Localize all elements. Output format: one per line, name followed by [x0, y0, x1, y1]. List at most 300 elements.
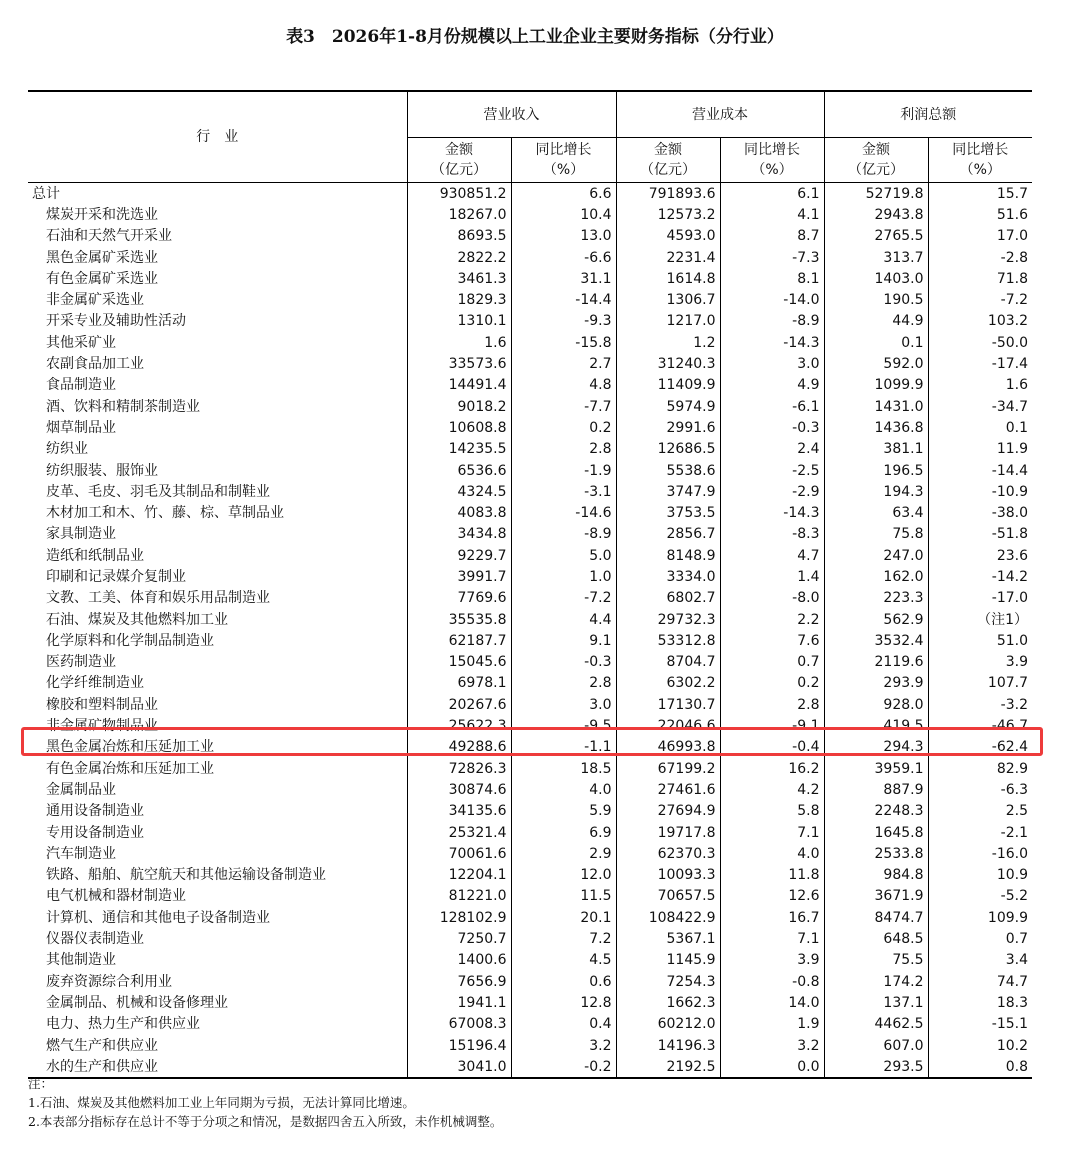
notes	[28, 1074, 502, 1131]
table-cell: 3434.8	[407, 524, 511, 545]
table-cell: -3.2	[928, 694, 1032, 715]
table-cell: 3.0	[720, 353, 824, 374]
table-cell: -7.2	[511, 588, 616, 609]
table-cell: 9018.2	[407, 396, 511, 417]
table-row	[28, 566, 1032, 587]
industry-name: 酒、饮料和精制茶制造业	[46, 398, 200, 415]
table-cell: 0.6	[511, 971, 616, 992]
table-cell: 3.9	[928, 652, 1032, 673]
page-title: 表3 2026年1-8月份规模以上工业企业主要财务指标（分行业）	[286, 27, 784, 47]
table-cell: 930851.2	[407, 183, 511, 205]
table-cell: 51.6	[928, 204, 1032, 225]
industry-name: 其他制造业	[46, 952, 116, 969]
revenue-header: 营业收入	[407, 91, 616, 138]
table-row	[28, 396, 1032, 417]
table-cell: 9.1	[511, 630, 616, 651]
industry-name: 化学纤维制造业	[46, 675, 144, 692]
table-cell: 2.9	[511, 843, 616, 864]
table-row	[28, 801, 1032, 822]
table-cell: 984.8	[824, 865, 928, 886]
table-cell: 27461.6	[616, 779, 720, 800]
table-row	[28, 715, 1032, 736]
table-cell: -15.8	[511, 332, 616, 353]
industry-name: 文教、工美、体育和娱乐用品制造业	[46, 590, 270, 607]
table-cell: 15045.6	[407, 652, 511, 673]
table-cell: -14.6	[511, 502, 616, 523]
table-cell: 34135.6	[407, 801, 511, 822]
table-cell: 0.0	[720, 1056, 824, 1078]
table-cell: -62.4	[928, 737, 1032, 758]
table-row	[28, 247, 1032, 268]
table-cell: 7254.3	[616, 971, 720, 992]
industry-name: 化学原料和化学制品制造业	[46, 632, 214, 649]
table-row	[28, 353, 1032, 374]
industry-name: 煤炭开采和洗选业	[46, 206, 158, 223]
table-cell: 1829.3	[407, 289, 511, 310]
industry-name: 废弃资源综合利用业	[46, 973, 172, 990]
table-cell: 18.5	[511, 758, 616, 779]
industry-name: 烟草制品业	[46, 419, 116, 436]
table-row	[28, 502, 1032, 523]
table-cell: 791893.6	[616, 183, 720, 205]
table-cell: 174.2	[824, 971, 928, 992]
table-cell: -16.0	[928, 843, 1032, 864]
table-cell: 128102.9	[407, 907, 511, 928]
industry-name: 汽车制造业	[46, 845, 116, 862]
table-cell: 293.9	[824, 673, 928, 694]
table-cell: 30874.6	[407, 779, 511, 800]
table-cell: 4.2	[720, 779, 824, 800]
growth-header-label: 同比增长	[744, 142, 800, 158]
table-cell: -8.0	[720, 588, 824, 609]
table-cell: 25321.4	[407, 822, 511, 843]
table-cell: 0.7	[928, 928, 1032, 949]
table-cell: 3747.9	[616, 481, 720, 502]
table-cell: 3.2	[511, 1035, 616, 1056]
table-cell: -46.7	[928, 715, 1032, 736]
amount-header-label: 金额	[654, 142, 682, 158]
table-cell: 2.2	[720, 609, 824, 630]
table-cell: 2533.8	[824, 843, 928, 864]
table-cell: -17.4	[928, 353, 1032, 374]
table-cell: 82.9	[928, 758, 1032, 779]
table-cell: 15196.4	[407, 1035, 511, 1056]
table-cell: 4.0	[511, 779, 616, 800]
table-cell: 13.0	[511, 226, 616, 247]
industry-name: 皮革、毛皮、羽毛及其制品和制鞋业	[46, 483, 270, 500]
table-cell: 2.5	[928, 801, 1032, 822]
table-cell: 4.4	[511, 609, 616, 630]
table-cell: 194.3	[824, 481, 928, 502]
table-cell: 8704.7	[616, 652, 720, 673]
table-cell: 196.5	[824, 460, 928, 481]
table-row	[28, 268, 1032, 289]
table-cell: 11.5	[511, 886, 616, 907]
industry-name: 石油和天然气开采业	[46, 228, 172, 245]
table-cell: 6536.6	[407, 460, 511, 481]
table-cell: 293.5	[824, 1056, 928, 1078]
table-cell: 6.6	[511, 183, 616, 205]
table-cell: 1.6	[407, 332, 511, 353]
table-cell: 2231.4	[616, 247, 720, 268]
table-cell: 137.1	[824, 992, 928, 1013]
table-cell: 4462.5	[824, 1014, 928, 1035]
table-cell: -2.8	[928, 247, 1032, 268]
table-cell: 1400.6	[407, 950, 511, 971]
industry-name: 橡胶和塑料制品业	[46, 696, 158, 713]
table-cell: 8693.5	[407, 226, 511, 247]
table-row	[28, 460, 1032, 481]
note-1: 1.石油、煤炭及其他燃料加工业上年同期为亏损，无法计算同比增速。	[28, 1095, 415, 1110]
amount-header	[824, 138, 928, 183]
growth-header	[720, 138, 824, 183]
table-cell: 190.5	[824, 289, 928, 310]
table-cell: 1941.1	[407, 992, 511, 1013]
table-cell: 2192.5	[616, 1056, 720, 1078]
amount-header-label: 金额	[445, 142, 473, 158]
table-cell: 63.4	[824, 502, 928, 523]
table-cell: 4.1	[720, 204, 824, 225]
table-cell: 10608.8	[407, 417, 511, 438]
table-cell: 928.0	[824, 694, 928, 715]
industry-name: 计算机、通信和其他电子设备制造业	[46, 909, 270, 926]
table-cell: 3334.0	[616, 566, 720, 587]
amount-header	[616, 138, 720, 183]
table-row	[28, 779, 1032, 800]
table-cell: 2765.5	[824, 226, 928, 247]
table-cell: -34.7	[928, 396, 1032, 417]
table-row	[28, 609, 1032, 630]
table-cell: 4593.0	[616, 226, 720, 247]
table-cell: -14.0	[720, 289, 824, 310]
industry-name: 仪器仪表制造业	[46, 931, 144, 948]
table-cell: -17.0	[928, 588, 1032, 609]
table-cell: 10.2	[928, 1035, 1032, 1056]
table-cell: 8.7	[720, 226, 824, 247]
table-cell: 3671.9	[824, 886, 928, 907]
table-cell: 5974.9	[616, 396, 720, 417]
table-cell: -5.2	[928, 886, 1032, 907]
table-cell: 29732.3	[616, 609, 720, 630]
table-cell: 33573.6	[407, 353, 511, 374]
table-cell: 53312.8	[616, 630, 720, 651]
table-cell: 2.7	[511, 353, 616, 374]
table-cell: 3991.7	[407, 566, 511, 587]
table-cell: 7656.9	[407, 971, 511, 992]
table-cell: 20.1	[511, 907, 616, 928]
table-cell: 592.0	[824, 353, 928, 374]
table-cell: -0.8	[720, 971, 824, 992]
table-cell: 5538.6	[616, 460, 720, 481]
table-cell: 6.9	[511, 822, 616, 843]
table-cell: -14.2	[928, 566, 1032, 587]
table-cell: 12204.1	[407, 865, 511, 886]
table-cell: 419.5	[824, 715, 928, 736]
table-cell: 52719.8	[824, 183, 928, 205]
table-row	[28, 843, 1032, 864]
table-row	[28, 332, 1032, 353]
table-row	[28, 673, 1032, 694]
table-cell: 31240.3	[616, 353, 720, 374]
table-cell: 11409.9	[616, 375, 720, 396]
table-cell: 25622.3	[407, 715, 511, 736]
table-cell: -38.0	[928, 502, 1032, 523]
table-cell: -8.9	[720, 311, 824, 332]
industry-name: 电力、热力生产和供应业	[46, 1016, 200, 1033]
industry-name: 有色金属矿采选业	[46, 270, 158, 287]
table-cell: 19717.8	[616, 822, 720, 843]
table-row	[28, 971, 1032, 992]
table-cell: 12686.5	[616, 439, 720, 460]
table-cell: 2248.3	[824, 801, 928, 822]
table-cell: 62370.3	[616, 843, 720, 864]
table-row	[28, 226, 1032, 247]
table-cell: 3959.1	[824, 758, 928, 779]
table-cell: 5.0	[511, 545, 616, 566]
growth-header	[511, 138, 616, 183]
table-row	[28, 481, 1032, 502]
table-cell: 23.6	[928, 545, 1032, 566]
table-cell: 1306.7	[616, 289, 720, 310]
table-cell: 162.0	[824, 566, 928, 587]
industry-name: 食品制造业	[46, 377, 116, 394]
table-cell: 71.8	[928, 268, 1032, 289]
industry-name: 木材加工和木、竹、藤、棕、草制品业	[46, 505, 284, 522]
table-cell: 7.1	[720, 928, 824, 949]
industry-name: 水的生产和供应业	[28, 1056, 407, 1078]
table-cell: -14.4	[511, 289, 616, 310]
growth-header-unit: （%）	[959, 162, 1001, 178]
industry-name: 非金属矿物制品业	[46, 718, 158, 735]
table-cell: 5.9	[511, 801, 616, 822]
table-cell: 381.1	[824, 439, 928, 460]
table-cell: 1403.0	[824, 268, 928, 289]
industry-name: 铁路、船舶、航空航天和其他运输设备制造业	[46, 867, 326, 884]
table-cell: -7.3	[720, 247, 824, 268]
table-cell: 294.3	[824, 737, 928, 758]
table-row	[28, 630, 1032, 651]
table-cell: 60212.0	[616, 1014, 720, 1035]
table-cell: 10.4	[511, 204, 616, 225]
table-cell: 12.0	[511, 865, 616, 886]
industry-name: 黑色金属矿采选业	[46, 249, 158, 266]
table-cell: 1.6	[928, 375, 1032, 396]
industry-name: 家具制造业	[46, 526, 116, 543]
industry-name: 黑色金属冶炼和压延加工业	[46, 739, 214, 756]
table-cell: 5367.1	[616, 928, 720, 949]
table-cell: -8.9	[511, 524, 616, 545]
table-cell: 8148.9	[616, 545, 720, 566]
table-cell: 70657.5	[616, 886, 720, 907]
table-cell: 74.7	[928, 971, 1032, 992]
table-cell: 0.2	[511, 417, 616, 438]
industry-name: 医药制造业	[46, 654, 116, 671]
table-cell: -0.3	[720, 417, 824, 438]
table-cell: 27694.9	[616, 801, 720, 822]
table-cell: -0.3	[511, 652, 616, 673]
table-row	[28, 737, 1032, 758]
table-cell: 1.2	[616, 332, 720, 353]
table-cell: 4.7	[720, 545, 824, 566]
table-cell: 12.6	[720, 886, 824, 907]
table-row	[28, 289, 1032, 310]
table-cell: 14491.4	[407, 375, 511, 396]
table-cell: 1310.1	[407, 311, 511, 332]
table-cell: 20267.6	[407, 694, 511, 715]
table-cell: 6802.7	[616, 588, 720, 609]
industry-name: 金属制品业	[46, 781, 116, 798]
industry-name: 印刷和记录媒介复制业	[46, 568, 186, 585]
table-cell: 3.2	[720, 1035, 824, 1056]
table-cell: 17.0	[928, 226, 1032, 247]
industry-name: 金属制品、机械和设备修理业	[46, 994, 228, 1011]
table-cell: 2991.6	[616, 417, 720, 438]
table-row	[28, 758, 1032, 779]
table-cell: 35535.8	[407, 609, 511, 630]
table-cell: 16.2	[720, 758, 824, 779]
table-cell: 46993.8	[616, 737, 720, 758]
table-cell: 2856.7	[616, 524, 720, 545]
table-cell: 1099.9	[824, 375, 928, 396]
table-cell: 3532.4	[824, 630, 928, 651]
table-cell: 11.8	[720, 865, 824, 886]
table-cell: -6.6	[511, 247, 616, 268]
table-cell: -7.2	[928, 289, 1032, 310]
table-cell: 16.7	[720, 907, 824, 928]
industry-name: 其他采矿业	[46, 334, 116, 351]
table-cell: 67199.2	[616, 758, 720, 779]
amount-header-label: 金额	[862, 142, 890, 158]
table-cell: 1662.3	[616, 992, 720, 1013]
table-cell: 81221.0	[407, 886, 511, 907]
table-cell: 9229.7	[407, 545, 511, 566]
table-cell: -2.5	[720, 460, 824, 481]
table-cell: 1.9	[720, 1014, 824, 1035]
table-cell: 109.9	[928, 907, 1032, 928]
table-cell: 6302.2	[616, 673, 720, 694]
table-cell: -50.0	[928, 332, 1032, 353]
table-cell: 4.9	[720, 375, 824, 396]
table-cell: 1.4	[720, 566, 824, 587]
table-cell: 7769.6	[407, 588, 511, 609]
table-row	[28, 822, 1032, 843]
table-cell: 70061.6	[407, 843, 511, 864]
table-cell: 1145.9	[616, 950, 720, 971]
table-cell: 44.9	[824, 311, 928, 332]
table-cell: 2.8	[511, 673, 616, 694]
table-row	[28, 183, 1032, 205]
table-cell: 2119.6	[824, 652, 928, 673]
notes-label: 注：	[28, 1076, 54, 1091]
table-cell: 4083.8	[407, 502, 511, 523]
table-row	[28, 311, 1032, 332]
table-cell: 0.7	[720, 652, 824, 673]
table-cell: 14235.5	[407, 439, 511, 460]
industry-name: 造纸和纸制品业	[46, 547, 144, 564]
table-cell: 313.7	[824, 247, 928, 268]
table-cell: 8474.7	[824, 907, 928, 928]
table-cell: 49288.6	[407, 737, 511, 758]
table-cell: -0.2	[511, 1056, 616, 1078]
amount-header-unit: （亿元）	[848, 162, 904, 178]
table-cell: 3461.3	[407, 268, 511, 289]
table-cell: -9.1	[720, 715, 824, 736]
table-row	[28, 1035, 1032, 1056]
table-cell: 2943.8	[824, 204, 928, 225]
amount-header-unit: （亿元）	[431, 162, 487, 178]
table-row	[28, 1014, 1032, 1035]
table-cell: -3.1	[511, 481, 616, 502]
table-row	[28, 417, 1032, 438]
table-row	[28, 204, 1032, 225]
industry-name: 开采专业及辅助性活动	[46, 313, 186, 330]
table-row	[28, 950, 1032, 971]
amount-header	[407, 138, 511, 183]
table-cell: 72826.3	[407, 758, 511, 779]
table-cell: 18267.0	[407, 204, 511, 225]
table-cell: 7.2	[511, 928, 616, 949]
cost-header: 营业成本	[616, 91, 824, 138]
industry-name: 农副食品加工业	[46, 356, 144, 373]
amount-header-unit: （亿元）	[640, 162, 696, 178]
table-row	[28, 694, 1032, 715]
table-cell: 0.1	[928, 417, 1032, 438]
table-cell: 3.9	[720, 950, 824, 971]
table-cell: -14.3	[720, 502, 824, 523]
industry-name: 电气机械和器材制造业	[46, 888, 186, 905]
table-row	[28, 992, 1032, 1013]
table-cell: 3041.0	[407, 1056, 511, 1078]
table-cell: -2.9	[720, 481, 824, 502]
growth-header	[928, 138, 1032, 183]
table-cell: 11.9	[928, 439, 1032, 460]
table-cell: 2.8	[720, 694, 824, 715]
table-cell: 0.4	[511, 1014, 616, 1035]
table-cell: -2.1	[928, 822, 1032, 843]
table-cell: 648.5	[824, 928, 928, 949]
table-cell: 247.0	[824, 545, 928, 566]
table-row	[28, 907, 1032, 928]
table-cell: 1614.8	[616, 268, 720, 289]
table-cell: -7.7	[511, 396, 616, 417]
table-cell: 8.1	[720, 268, 824, 289]
table-cell: 7.1	[720, 822, 824, 843]
table-cell: 1645.8	[824, 822, 928, 843]
table-cell: -15.1	[928, 1014, 1032, 1035]
table-cell: 75.8	[824, 524, 928, 545]
table-cell: 887.9	[824, 779, 928, 800]
table-cell: 7250.7	[407, 928, 511, 949]
table-cell: 4.5	[511, 950, 616, 971]
table-cell: 0.8	[928, 1056, 1032, 1078]
table-cell: 4324.5	[407, 481, 511, 502]
table-cell: 108422.9	[616, 907, 720, 928]
table-cell: 1436.8	[824, 417, 928, 438]
industry-name: 纺织服装、服饰业	[46, 462, 158, 479]
growth-header-label: 同比增长	[952, 142, 1009, 158]
table-cell: 2822.2	[407, 247, 511, 268]
table-cell: -9.3	[511, 311, 616, 332]
table-cell: 22046.6	[616, 715, 720, 736]
table-row	[28, 375, 1032, 396]
table-row	[28, 886, 1032, 907]
table-cell: -14.3	[720, 332, 824, 353]
table-cell: 4.0	[720, 843, 824, 864]
profit-header: 利润总额	[824, 91, 1032, 138]
table-cell: 12.8	[511, 992, 616, 1013]
table-cell: 0.1	[824, 332, 928, 353]
table-row	[28, 588, 1032, 609]
